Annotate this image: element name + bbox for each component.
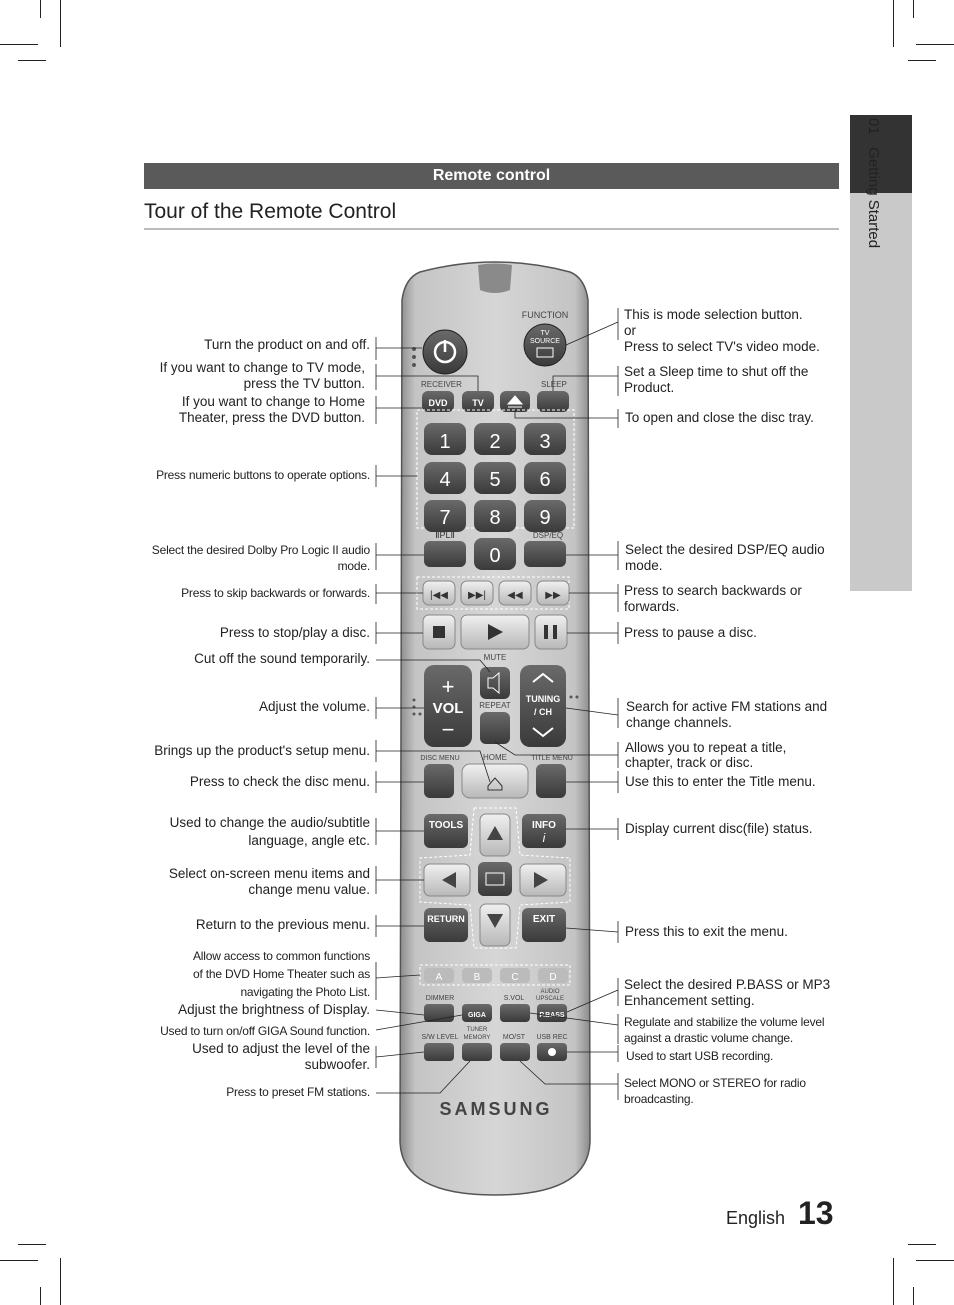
svg-text:◀◀: ◀◀: [507, 590, 523, 601]
footer-language: English: [726, 1208, 786, 1228]
dimmer-label: DIMMER: [425, 995, 455, 1002]
dsp-eq-label: DSP/EQ: [532, 531, 564, 540]
callout-skip: Press to skip backwards or forwards.: [181, 586, 370, 600]
title-menu-button: [536, 764, 566, 798]
return-label: RETURN: [427, 914, 465, 924]
dvd-label: DVD: [428, 398, 448, 408]
repeat-label: REPEAT: [479, 701, 511, 710]
callout-disc-menu: Press to check the disc menu.: [189, 774, 370, 789]
callout-tv-mode-2: press the TV button.: [243, 376, 365, 391]
page-number: 13: [798, 1195, 834, 1231]
key-4-label: 4: [439, 469, 451, 491]
callout-tuning-1: Search for active FM stations and: [626, 699, 828, 714]
callout-exit: Press this to exit the menu.: [625, 924, 788, 939]
callout-volume: Adjust the volume.: [258, 699, 370, 714]
key-0-label: 0: [489, 545, 501, 567]
disc-menu-button: [424, 764, 454, 798]
giga-label: GIGA: [468, 1012, 486, 1019]
vol-label: VOL: [432, 700, 464, 717]
tv-button-label: TV: [472, 398, 484, 408]
key-5-label: 5: [489, 469, 501, 491]
callout-giga: Used to turn on/off GIGA Sound function.: [160, 1024, 370, 1038]
callout-pbass-1: Select the desired P.BASS or MP3: [624, 977, 831, 992]
tv-label: TV: [540, 330, 550, 337]
callout-svol-1: Regulate and stabilize the volume level: [624, 1015, 825, 1029]
callout-function-1: This is mode selection button.: [624, 307, 803, 322]
callout-function-3: Press to select TV's video mode.: [624, 339, 820, 354]
receiver-label: RECEIVER: [421, 380, 462, 389]
callout-tools-1: Used to change the audio/subtitle: [169, 815, 370, 830]
upscale-label: UPSCALE: [535, 996, 565, 1002]
callout-mo-st-1: Select MONO or STEREO for radio: [624, 1076, 806, 1090]
disc-menu-label: DISC MENU: [420, 755, 460, 762]
a-label: A: [435, 972, 443, 983]
dsp-eq-button: [524, 541, 566, 567]
title-menu-label: TITLE MENU: [531, 755, 573, 762]
callout-numeric: Press numeric buttons to operate options.: [156, 468, 370, 482]
callout-stop-play: Press to stop/play a disc.: [219, 625, 370, 640]
callout-mo-st-2: broadcasting.: [624, 1092, 694, 1106]
page-title: Tour of the Remote Control: [144, 200, 397, 223]
repeat-button: [480, 712, 510, 744]
tuning-label: TUNING: [525, 694, 561, 704]
callout-search-2: forwards.: [624, 599, 680, 614]
callout-dimmer: Adjust the brightness of Display.: [178, 1002, 370, 1017]
callout-tuner-memory: Press to preset FM stations.: [226, 1085, 370, 1099]
callout-dsp-1: Select the desired DSP/EQ audio: [625, 542, 825, 557]
info-label: INFO: [532, 820, 556, 831]
tuner-memory-button: [462, 1043, 492, 1061]
home-button: [462, 764, 528, 798]
callout-power: Turn the product on and off.: [204, 337, 370, 352]
callout-eject: To open and close the disc tray.: [625, 410, 814, 425]
callout-mute: Cut off the sound temporarily.: [194, 651, 370, 666]
d-label: D: [549, 972, 557, 983]
callout-dsp-2: mode.: [625, 558, 663, 573]
callout-function-2: or: [624, 323, 637, 338]
svol-label: S.VOL: [503, 995, 525, 1002]
pause-button: [535, 615, 567, 649]
callout-prologic-2: mode.: [337, 559, 370, 573]
pbass-label: P.BASS: [539, 1012, 565, 1019]
svg-text:▶▶: ▶▶: [545, 590, 561, 601]
callout-home: Brings up the product's setup menu.: [154, 743, 370, 758]
callout-sw-level-2: subwoofer.: [304, 1057, 370, 1072]
tuning-rocker: [520, 665, 566, 747]
audio-label: AUDIO: [540, 989, 560, 995]
callout-tuning-2: change channels.: [626, 715, 732, 730]
function-label: FUNCTION: [521, 310, 569, 320]
svg-text:▶▶|: ▶▶|: [468, 590, 486, 601]
svg-text:|◀◀: |◀◀: [430, 590, 448, 601]
callout-sleep-2: Product.: [624, 380, 675, 395]
callout-nav-2: change menu value.: [248, 882, 370, 897]
prologic-button: [424, 541, 466, 567]
chapter-title: Getting Started: [865, 147, 882, 249]
mo-st-button: [500, 1043, 530, 1061]
usb-rec-label: USB REC: [536, 1034, 568, 1041]
mute-button: [480, 667, 510, 699]
sleep-button: [537, 391, 569, 412]
callout-title-menu: Use this to enter the Title menu.: [625, 774, 816, 789]
enter-button: [478, 862, 512, 896]
svol-button: [500, 1004, 530, 1022]
callout-sw-level-1: Used to adjust the level of the: [192, 1041, 370, 1056]
chapter-number: 01: [865, 118, 882, 135]
key-6-label: 6: [539, 469, 551, 491]
mo-st-label: MO/ST: [502, 1034, 526, 1041]
tuner-label: TUNER: [466, 1027, 488, 1033]
callout-abcd-1: Allow access to common functions: [192, 949, 370, 963]
callout-tools-2: language, angle etc.: [248, 833, 370, 848]
callout-abcd-2: of the DVD Home Theater such as: [193, 967, 370, 981]
key-3-label: 3: [539, 431, 551, 453]
ch-label: / CH: [534, 707, 552, 717]
callout-abcd-3: navigating the Photo List.: [240, 985, 370, 999]
callout-nav-1: Select on-screen menu items and: [168, 866, 370, 881]
svg-text:+: +: [441, 674, 455, 699]
callout-info: Display current disc(file) status.: [625, 821, 813, 836]
callout-pause: Press to pause a disc.: [624, 625, 757, 640]
mute-label: MUTE: [483, 653, 507, 662]
key-8-label: 8: [489, 507, 501, 529]
callout-return: Return to the previous menu.: [195, 917, 370, 932]
brand-logo: SAMSUNG: [439, 1099, 553, 1119]
section-bar: Remote control: [144, 163, 839, 189]
callout-dvd-mode-2: Theater, press the DVD button.: [178, 410, 365, 425]
ir-window: [478, 264, 512, 294]
callout-prologic-1: Select the desired Dolby Pro Logic II audio: [151, 543, 370, 557]
prologic-label: ⅡPLⅡ: [435, 530, 455, 540]
key-2-label: 2: [489, 431, 501, 453]
c-label: C: [511, 972, 519, 983]
callout-pbass-2: Enhancement setting.: [624, 993, 755, 1008]
callout-repeat-1: Allows you to repeat a title,: [625, 740, 787, 755]
tools-label: TOOLS: [428, 820, 464, 831]
sleep-label: SLEEP: [541, 380, 567, 389]
home-label: HOME: [483, 753, 507, 762]
b-label: B: [473, 972, 481, 983]
callout-sleep-1: Set a Sleep time to shut off the: [624, 364, 809, 379]
key-1-label: 1: [439, 431, 451, 453]
sw-level-button: [424, 1043, 454, 1061]
key-7-label: 7: [439, 507, 451, 529]
callout-usb-rec: Used to start USB recording.: [626, 1049, 774, 1063]
exit-label: EXIT: [532, 914, 556, 925]
callout-search-1: Press to search backwards or: [624, 583, 802, 598]
source-label: SOURCE: [530, 338, 560, 345]
memory-label: MEMORY: [463, 1035, 491, 1041]
callout-dvd-mode-1: If you want to change to Home: [181, 394, 365, 409]
callout-tv-mode-1: If you want to change to TV mode,: [159, 360, 365, 375]
callout-svol-2: against a drastic volume change.: [624, 1031, 794, 1045]
callout-repeat-2: chapter, track or disc.: [625, 755, 754, 770]
key-9-label: 9: [539, 507, 551, 529]
sw-level-label: S/W LEVEL: [421, 1034, 459, 1041]
svg-text:−: −: [441, 717, 455, 742]
svg-text:i: i: [542, 831, 546, 845]
